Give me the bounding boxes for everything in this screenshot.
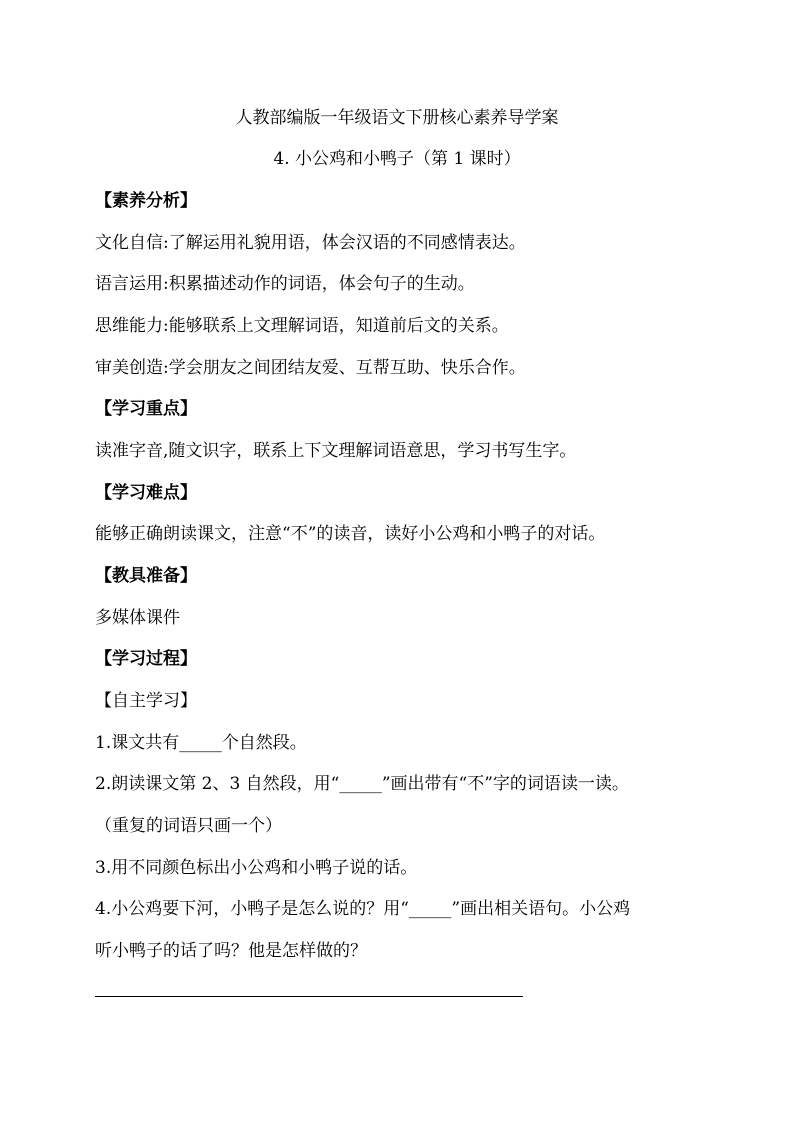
question-2-note: （重复的词语只画一个） — [95, 816, 282, 836]
key-points-text: 读准字音,随文识字，联系上下文理解词语意思，学习书写生字。 — [95, 441, 577, 461]
question-4-continued: 听小鸭子的话了吗？他是怎样做的？ — [95, 941, 367, 961]
difficulties-heading: 【学习难点】 — [95, 483, 197, 503]
literacy-heading: 【素养分析】 — [95, 191, 197, 211]
key-points-heading: 【学习重点】 — [95, 399, 197, 419]
lesson-subtitle: 4. 小公鸡和小鸭子（第 1 课时） — [273, 149, 521, 169]
self-study-heading: 【自主学习】 — [95, 691, 197, 711]
document-title: 人教部编版一年级语文下册核心素养导学案 — [235, 108, 559, 128]
literacy-item-thinking: 思维能力:能够联系上文理解词语，知道前后文的关系。 — [95, 316, 509, 336]
literacy-item-culture: 文化自信:了解运用礼貌用语，体会汉语的不同感情表达。 — [95, 233, 526, 253]
question-4: 4.小公鸡要下河，小鸭子是怎么说的？用“_____”画出相关语句。小公鸡 — [95, 899, 631, 919]
difficulties-text: 能够正确朗读课文，注意“不”的读音，读好小公鸡和小鸭子的对话。 — [95, 524, 606, 544]
question-3: 3.用不同颜色标出小公鸡和小鸭子说的话。 — [95, 858, 418, 878]
materials-heading: 【教具准备】 — [95, 566, 197, 586]
literacy-item-aesthetics: 审美创造:学会朋友之间团结友爱、互帮互助、快乐合作。 — [95, 358, 526, 378]
question-2: 2.朗读课文第 2、3 自然段，用“_____”画出带有“不”字的词语读一读。 — [95, 774, 629, 794]
literacy-item-language: 语言运用:积累描述动作的词语，体会句子的生动。 — [95, 274, 475, 294]
question-1: 1.课文共有_____个自然段。 — [95, 733, 307, 753]
process-heading: 【学习过程】 — [95, 649, 197, 669]
answer-blank-line — [95, 996, 523, 997]
materials-text: 多媒体课件 — [95, 608, 180, 628]
